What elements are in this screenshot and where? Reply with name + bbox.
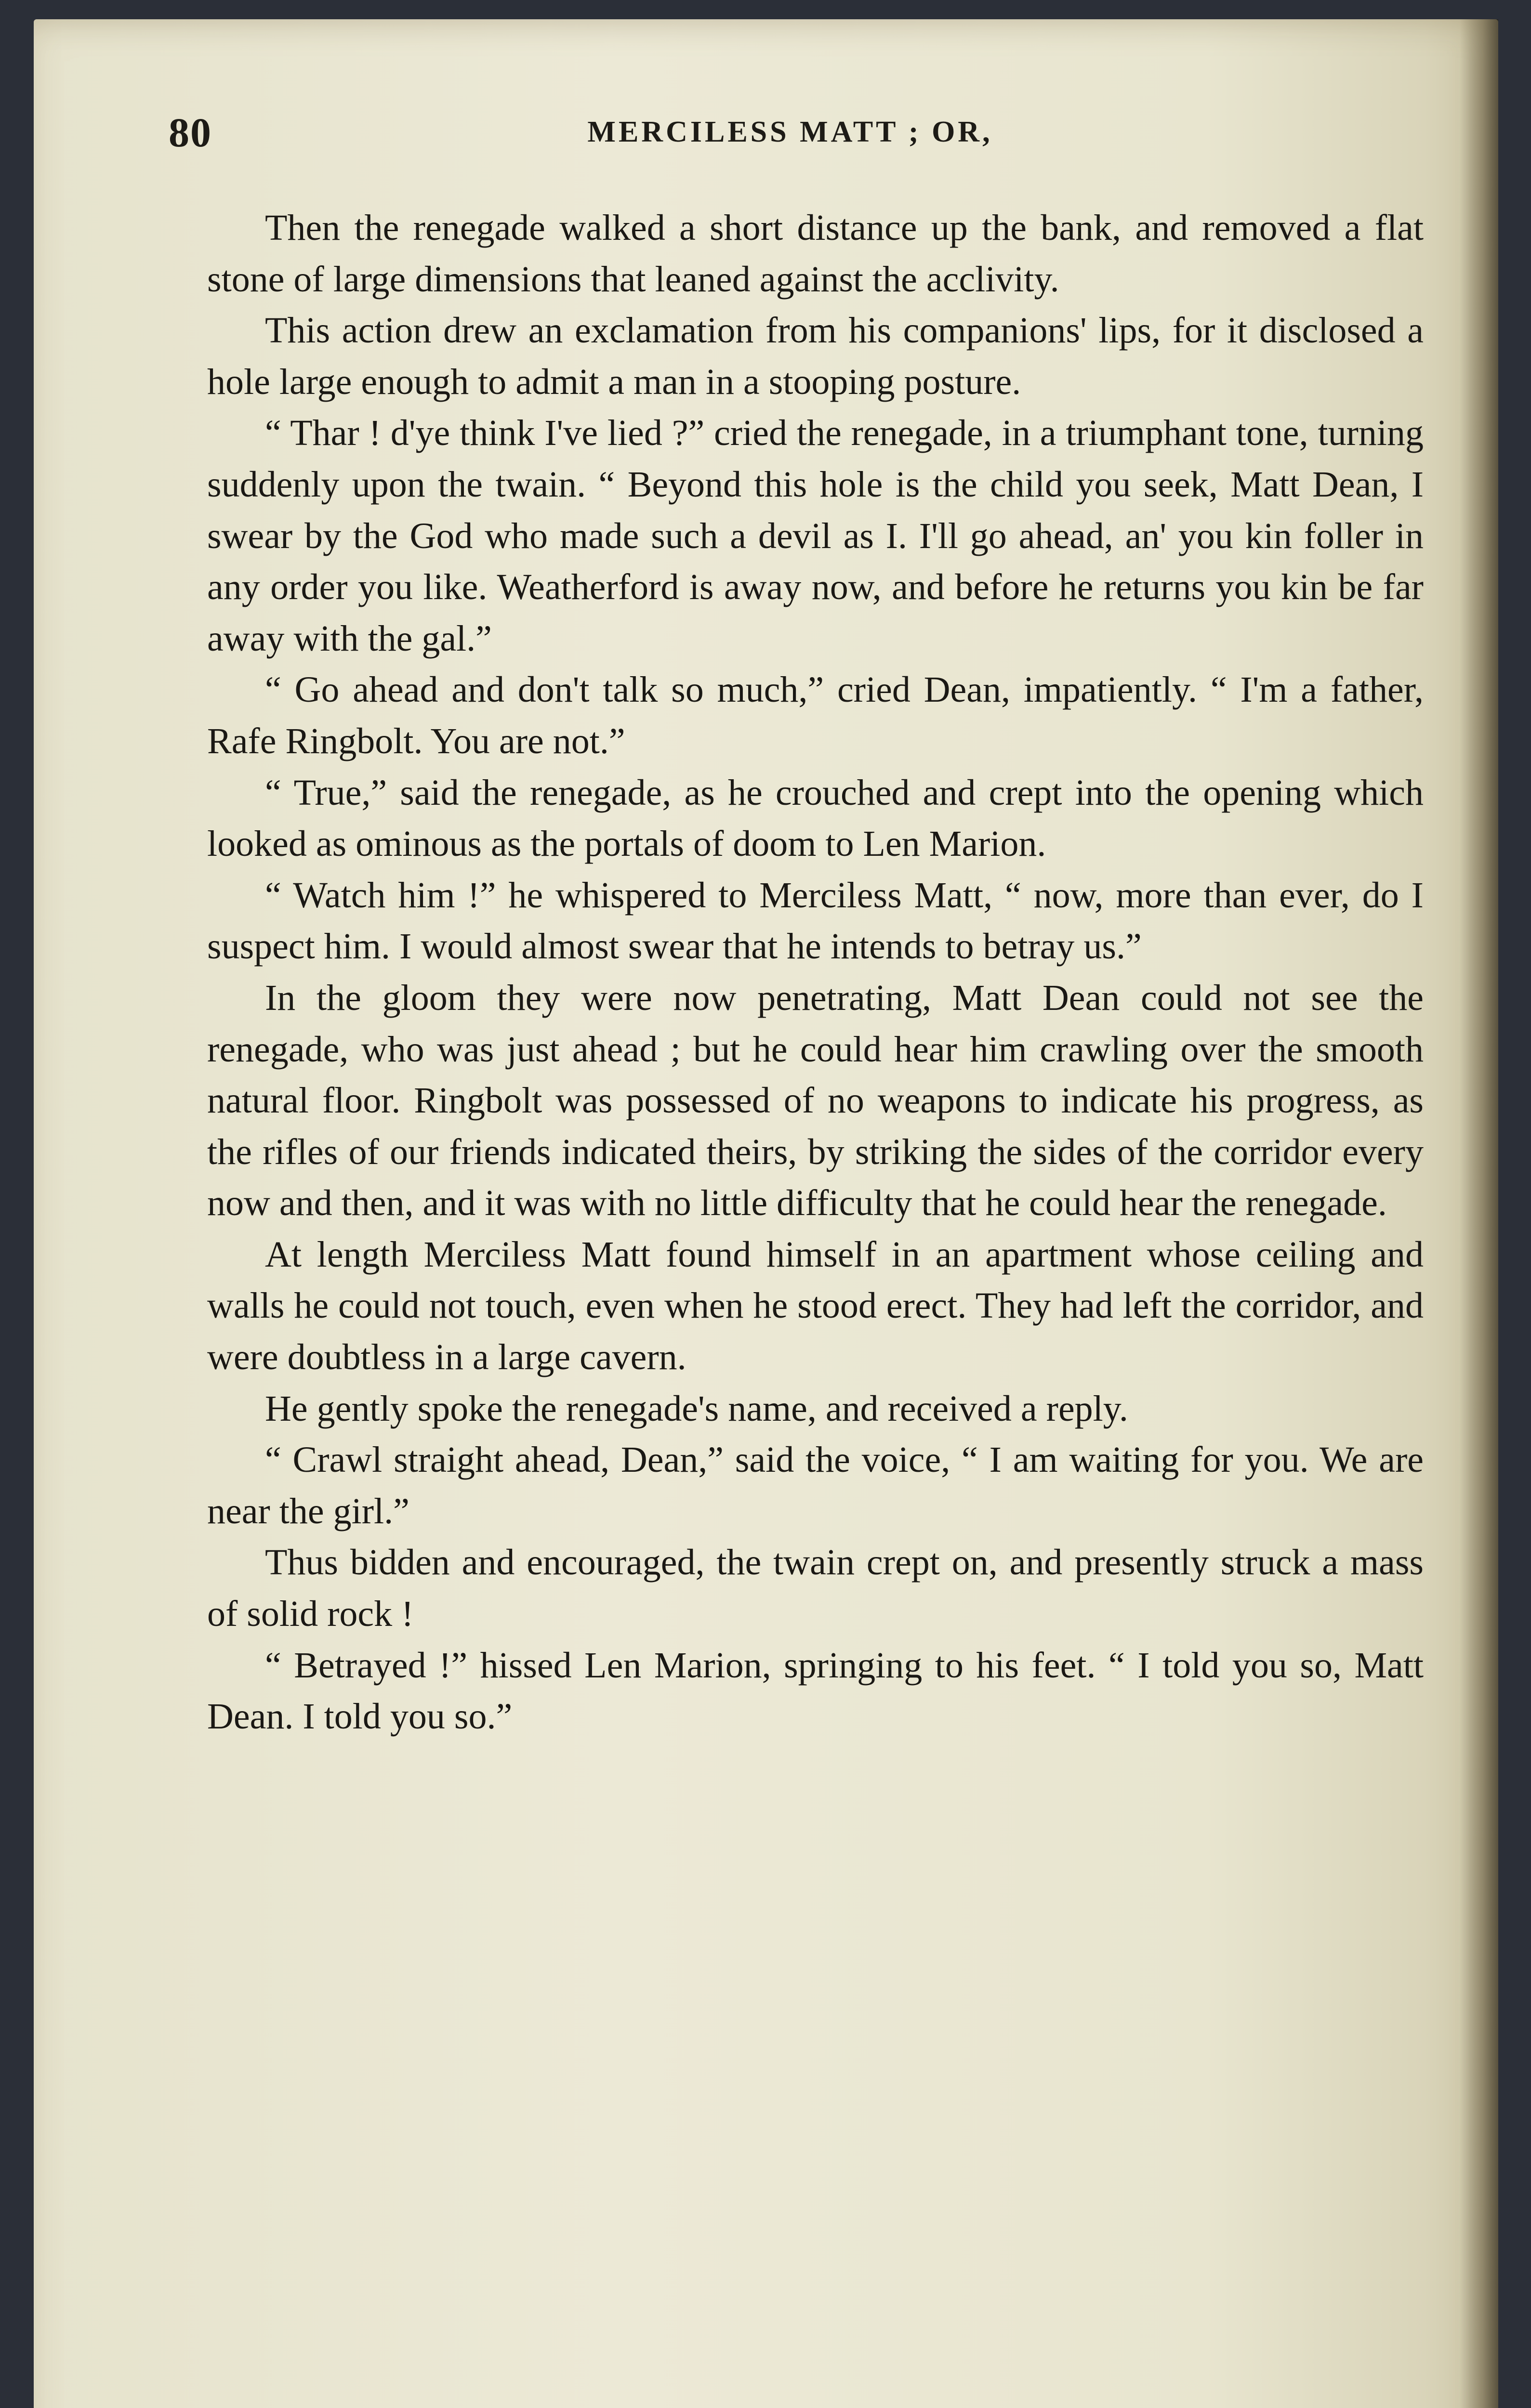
running-head: [169, 108, 1412, 161]
running-head-title: MERCILESS MATT ; OR,: [587, 116, 993, 148]
page-gutter-shadow: [1460, 19, 1498, 2408]
paragraph: “ Go ahead and don't talk so much,” cried Dean, impatiently. “ I'm a father, Rafe Ringbolt. You are not.”: [207, 669, 1424, 761]
paragraph: “ True,” said the renegade, as he crouched and crept into the opening which looked as ominous as the portals of doom to Len Marion.: [207, 772, 1424, 864]
paragraph: At length Merciless Matt found himself in an apartment whose ceiling and walls he could not touch, even when he stood erect. They had left the corridor, and were doubtless in a large cavern.: [207, 1234, 1424, 1378]
paragraph: Thus bidden and encouraged, the twain crept on, and presently struck a mass of solid rock !: [207, 1542, 1424, 1635]
paragraph: In the gloom they were now penetrating, Matt Dean could not see the renegade, who was just ahead ; but he could hear him crawling over the smooth natural floor. Ringbolt was possessed of no weapons to indicate his progress, as the rifles of our friends indicated theirs, by striking the sides of the corridor every now and then, and it was with no little difficulty that he could hear the renegade.: [207, 977, 1424, 1224]
paragraph: “ Betrayed !” hissed Len Marion, springing to his feet. “ I told you so, Matt Dean. I told you so.”: [207, 1645, 1424, 1737]
paragraph: “ Watch him !” he whispered to Merciless Matt, “ now, more than ever, do I suspect him. I would almost swear that he intends to betray us.”: [207, 875, 1424, 967]
paragraph: This action drew an exclamation from his companions' lips, for it disclosed a hole large enough to admit a man in a stooping posture.: [207, 310, 1424, 402]
paragraph: Then the renegade walked a short distance up the bank, and removed a flat stone of large dimensions that leaned against the acclivity.: [207, 208, 1424, 300]
paragraph: “ Thar ! d'ye think I've lied ?” cried the renegade, in a triumphant tone, turning suddenly upon the twain. “ Beyond this hole is the child you seek, Matt Dean, I swear by the God who made such a devil as I. I'll go ahead, an' you kin foller in any order you like. Weatherford is away now, and before he returns you kin be far away with the gal.”: [207, 413, 1424, 659]
paragraph: He gently spoke the renegade's name, and received a reply.: [265, 1388, 1128, 1429]
body-text: [207, 202, 1424, 1742]
paragraph: “ Crawl straight ahead, Dean,” said the voice, “ I am waiting for you. We are near the girl.”: [207, 1440, 1424, 1531]
page-number: 80: [169, 109, 212, 156]
